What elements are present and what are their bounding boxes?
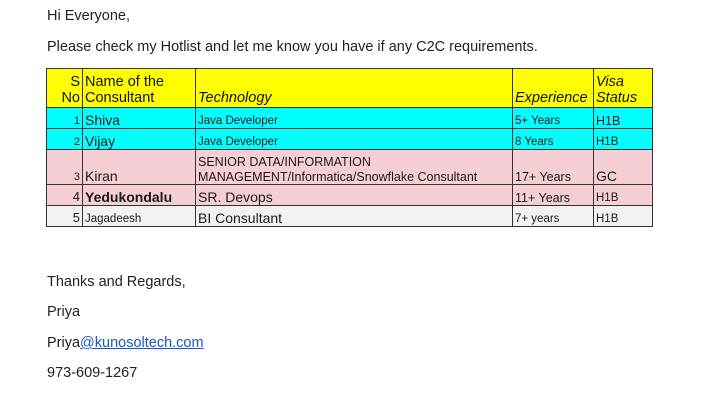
hotlist-table bbox=[46, 68, 653, 227]
cell-name: Vijay bbox=[83, 129, 196, 150]
cell-name: Kiran bbox=[83, 150, 196, 185]
table-row bbox=[47, 150, 653, 185]
cell-name: Yedukondalu bbox=[83, 185, 196, 206]
header-experience: Experience bbox=[513, 69, 594, 108]
email-link[interactable]: @kunosoltech.com bbox=[80, 335, 204, 351]
cell-sno: 2 bbox=[47, 129, 83, 150]
header-technology: Technology bbox=[196, 69, 513, 108]
intro-text: Please check my Hotlist and let me know you have if any C2C requirements. bbox=[47, 39, 538, 55]
greeting-text: Hi Everyone, bbox=[47, 8, 131, 24]
cell-visa: H1B bbox=[594, 129, 653, 150]
cell-experience: 11+ Years bbox=[513, 185, 594, 206]
cell-name: Shiva bbox=[83, 108, 196, 129]
cell-sno: 5 bbox=[47, 206, 83, 227]
table-row bbox=[47, 108, 653, 129]
cell-sno: 4 bbox=[47, 185, 83, 206]
cell-experience: 17+ Years bbox=[513, 150, 594, 185]
table-row bbox=[47, 206, 653, 227]
cell-experience: 7+ years bbox=[513, 206, 594, 227]
cell-visa: H1B bbox=[594, 185, 653, 206]
header-name: Name of the Consultant bbox=[83, 69, 196, 108]
cell-experience: 5+ Years bbox=[513, 108, 594, 129]
cell-visa: H1B bbox=[594, 206, 653, 227]
cell-name: Jagadeesh bbox=[83, 206, 196, 227]
cell-visa: H1B bbox=[594, 108, 653, 129]
closing-text: Thanks and Regards, bbox=[47, 274, 186, 290]
cell-technology: SR. Devops bbox=[196, 185, 513, 206]
cell-technology: BI Consultant bbox=[196, 206, 513, 227]
cell-sno: 3 bbox=[47, 150, 83, 185]
cell-technology: Java Developer bbox=[196, 108, 513, 129]
email-line bbox=[47, 335, 204, 351]
header-sno: S No bbox=[47, 69, 83, 108]
email-prefix: Priya bbox=[47, 335, 81, 351]
table-row bbox=[47, 129, 653, 150]
cell-sno: 1 bbox=[47, 108, 83, 129]
cell-technology: Java Developer bbox=[196, 129, 513, 150]
cell-technology: SENIOR DATA/INFORMATION MANAGEMENT/Informatica/Snowflake Consultant bbox=[196, 150, 513, 185]
sender-name: Priya bbox=[47, 304, 81, 320]
table-row bbox=[47, 185, 653, 206]
header-visa: Visa Status bbox=[594, 69, 653, 108]
table-header-row bbox=[47, 69, 653, 108]
phone-number: 973-609-1267 bbox=[47, 365, 138, 381]
cell-experience: 8 Years bbox=[513, 129, 594, 150]
cell-visa: GC bbox=[594, 150, 653, 185]
